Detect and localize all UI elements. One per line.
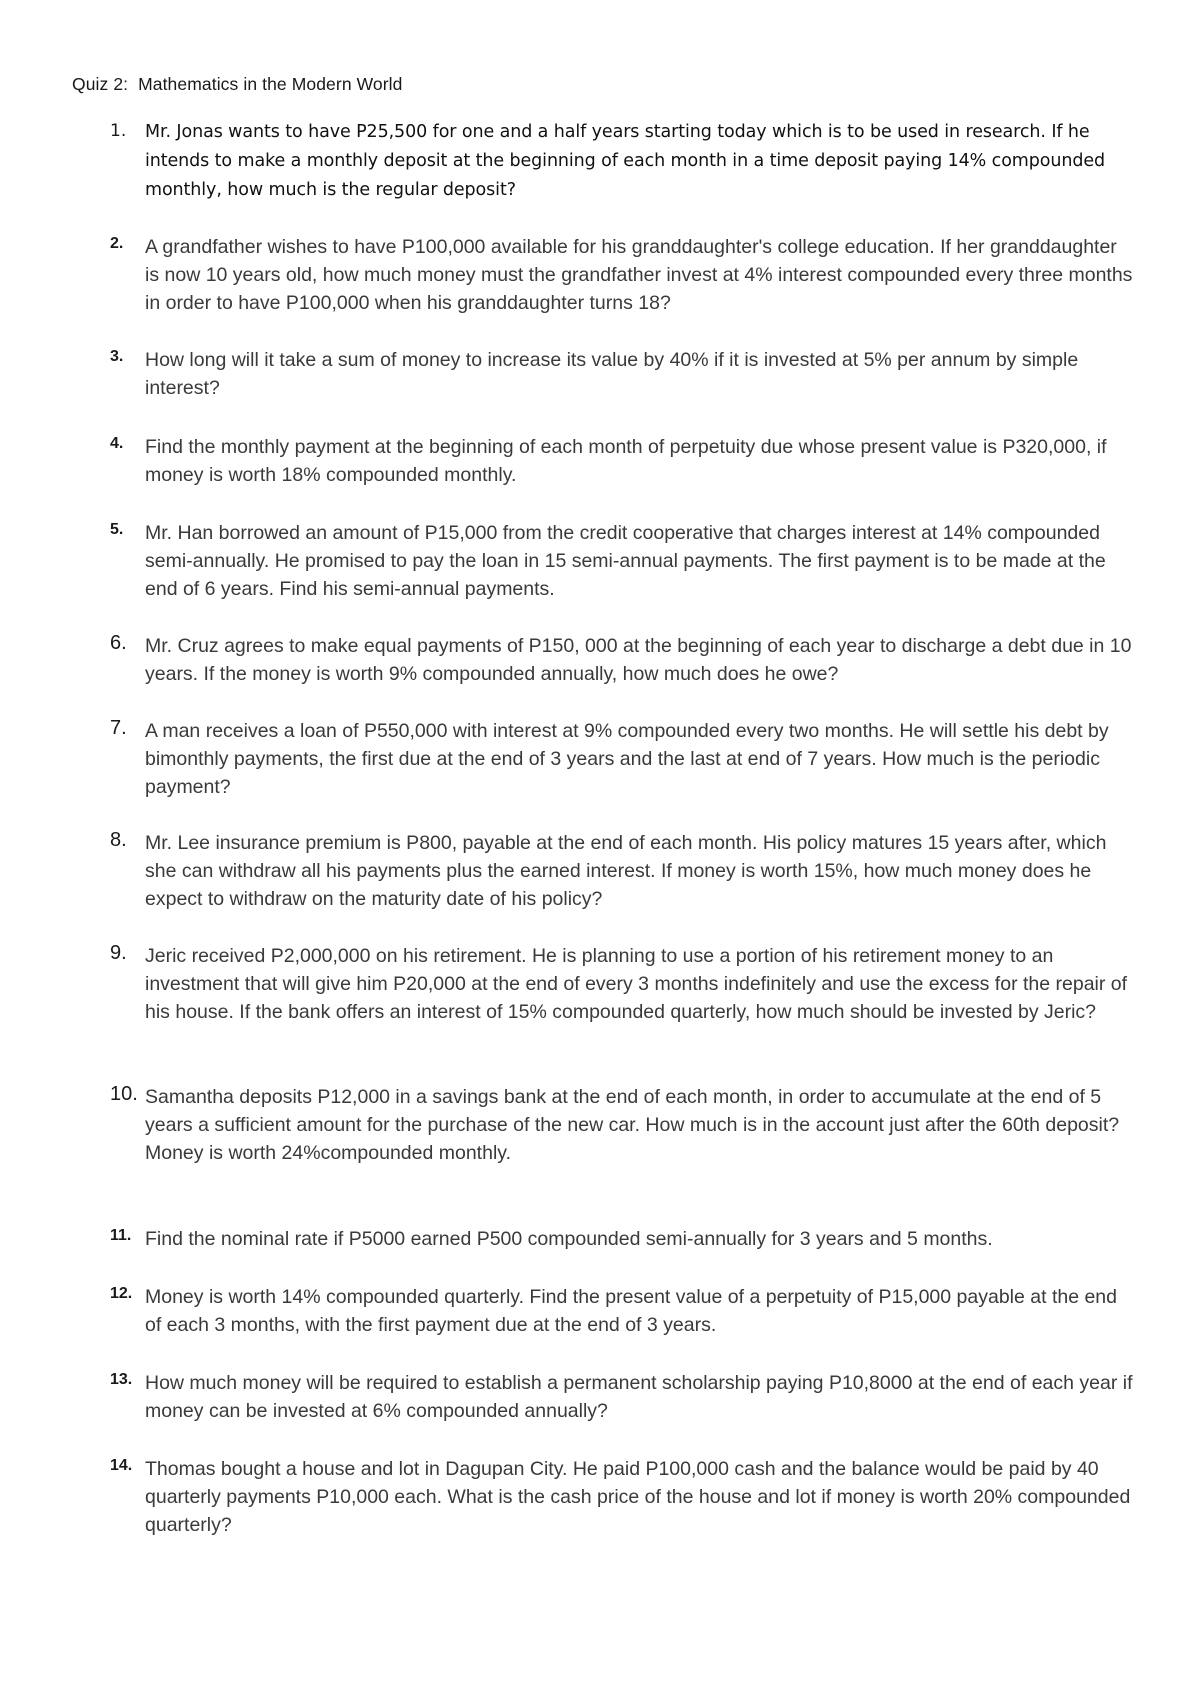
title-label: Quiz 2: xyxy=(72,74,129,94)
question-number: 1. xyxy=(110,121,127,141)
question-text: Samantha deposits P12,000 in a savings bank at the end of each month, in order to accumulate at the end of 5 years a sufficient amount for the purchase of the new car. How much is in the account just after the 60th deposit? Money is worth 24%compounded monthly. xyxy=(145,1086,1120,1164)
question-number: 13. xyxy=(110,1371,133,1388)
question-number: 3. xyxy=(110,348,124,365)
question-text: How long will it take a sum of money to increase its value by 40% if it is invested at 5% per annum by simple interest? xyxy=(145,349,1079,399)
question-text: How much money will be required to establish a permanent scholarship paying P10,8000 at the end of each year if money can be invested at 6% compounded annually? xyxy=(145,1372,1133,1422)
question-text: A grandfather wishes to have P100,000 available for his granddaughter's college education. If her granddaughter is now 10 years old, how much money must the grandfather invest at 4% interest compounded every three months in order to have P100,000 when his granddaughter turns 18? xyxy=(145,236,1133,314)
question-number: 9. xyxy=(110,942,127,964)
question-text: Thomas bought a house and lot in Dagupan City. He paid P100,000 cash and the balance would be paid by 40 quarterly payments P10,000 each. What is the cash price of the house and lot if money is worth 20% compounded quarterly? xyxy=(145,1458,1131,1536)
question-text: Mr. Jonas wants to have P25,500 for one and a half years starting today which is to be used in research. If he intends to make a monthly deposit at the beginning of each month in a time deposit paying 14% compounded monthly, how much is the regular deposit? xyxy=(145,122,1106,200)
question-number: 7. xyxy=(110,717,127,739)
question-text: Mr. Lee insurance premium is P800, payable at the end of each month. His policy matures 15 years after, which she can withdraw all his payments plus the earned interest. If money is worth 15%, how much money does he expect to withdraw on the maturity date of his policy? xyxy=(145,832,1107,910)
question-number: 10. xyxy=(110,1083,138,1105)
question-number: 12. xyxy=(110,1285,133,1302)
question-text: Find the monthly payment at the beginning of each month of perpetuity due whose present value is P320,000, if money is worth 18% compounded monthly. xyxy=(145,436,1107,486)
question-text: A man receives a loan of P550,000 with interest at 9% compounded every two months. He will settle his debt by bimonthly payments, the first due at the end of 3 years and the last at end of 7 years. How much is the periodic payment? xyxy=(145,720,1109,798)
page-title xyxy=(72,74,403,95)
question-number: 4. xyxy=(110,435,124,452)
question-number: 5. xyxy=(110,521,124,538)
title-text: Mathematics in the Modern World xyxy=(138,74,403,94)
question-text: Money is worth 14% compounded quarterly. Find the present value of a perpetuity of P15,000 payable at the end of each 3 months, with the first payment due at the end of 3 years. xyxy=(145,1286,1118,1336)
question-number: 14. xyxy=(110,1457,133,1474)
question-number: 2. xyxy=(110,235,124,252)
question-text: Mr. Cruz agrees to make equal payments of P150, 000 at the beginning of each year to discharge a debt due in 10 years. If the money is worth 9% compounded annually, how much does he owe? xyxy=(145,635,1132,685)
question-number: 11. xyxy=(110,1227,132,1244)
question-text: Mr. Han borrowed an amount of P15,000 from the credit cooperative that charges interest at 14% compounded semi-annually. He promised to pay the loan in 15 semi-annual payments. The first payment is to be made at the end of 6 years. Find his semi-annual payments. xyxy=(145,522,1106,600)
question-text: Find the nominal rate if P5000 earned P500 compounded semi-annually for 3 years and 5 months. xyxy=(145,1228,993,1250)
question-number: 6. xyxy=(110,632,127,654)
question-number: 8. xyxy=(110,829,127,851)
question-text: Jeric received P2,000,000 on his retirement. He is planning to use a portion of his retirement money to an investment that will give him P20,000 at the end of every 3 months indefinitely and use the excess for the repair of his house. If the bank offers an interest of 15% compounded quarterly, how much should be invested by Jeric? xyxy=(145,945,1128,1023)
